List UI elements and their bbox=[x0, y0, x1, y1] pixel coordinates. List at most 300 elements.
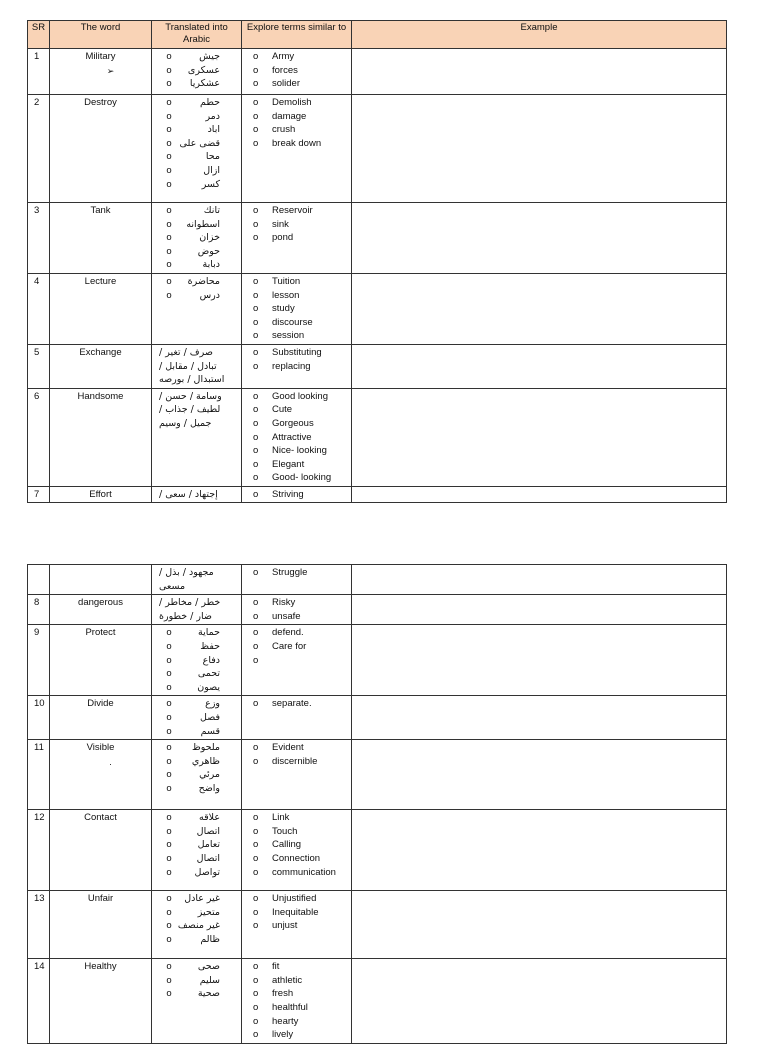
similar-item bbox=[245, 811, 348, 825]
word-cell bbox=[50, 740, 152, 810]
similar-item bbox=[245, 110, 348, 124]
arabic-text: صحى bbox=[197, 961, 220, 973]
similar-cell bbox=[242, 388, 352, 486]
sr-cell: 6 bbox=[28, 388, 50, 486]
arabic-list bbox=[155, 50, 238, 91]
bullet: o bbox=[253, 852, 259, 864]
similar-cell bbox=[242, 891, 352, 959]
arabic-line: مجهود / بذل / bbox=[159, 567, 214, 578]
bullet: o bbox=[166, 920, 172, 932]
bullet: o bbox=[253, 920, 259, 932]
similar-item bbox=[245, 697, 348, 711]
arabic-line: خطر / مخاطر / bbox=[159, 597, 221, 609]
word-cell bbox=[50, 565, 152, 595]
arabic-text: عشكريا bbox=[189, 78, 220, 90]
bullet: o bbox=[253, 137, 259, 149]
similar-term: Gorgeous bbox=[272, 417, 314, 429]
bullet: o bbox=[253, 458, 259, 470]
word-text: Lecture bbox=[84, 275, 117, 287]
similar-cell bbox=[242, 273, 352, 344]
arabic-text: دمر bbox=[205, 110, 220, 122]
bullet: o bbox=[253, 218, 259, 230]
bullet: o bbox=[166, 51, 172, 62]
example-cell bbox=[352, 95, 727, 203]
sr-cell bbox=[28, 565, 50, 595]
bullet: o bbox=[166, 742, 172, 754]
arabic-text: صحية bbox=[197, 988, 220, 1000]
bullet: o bbox=[253, 1001, 259, 1013]
similar-list bbox=[245, 346, 348, 373]
word-text: Military bbox=[85, 51, 116, 62]
bullet: o bbox=[166, 681, 172, 693]
sr-cell: 4 bbox=[28, 273, 50, 344]
arabic-item bbox=[155, 838, 238, 852]
arabic-cell bbox=[152, 959, 242, 1044]
vocabulary-table-page-1 bbox=[27, 20, 727, 503]
similar-item bbox=[245, 137, 348, 151]
bullet: o bbox=[253, 64, 259, 76]
similar-term: Inequitable bbox=[272, 906, 319, 918]
arabic-text: فصل bbox=[200, 711, 220, 723]
similar-term: damage bbox=[272, 110, 307, 122]
similar-item bbox=[245, 471, 348, 485]
similar-item bbox=[245, 1015, 348, 1029]
similar-list bbox=[245, 96, 348, 150]
similar-term: discernible bbox=[272, 755, 318, 767]
similar-term: separate. bbox=[272, 698, 312, 710]
word-cell bbox=[50, 388, 152, 486]
arabic-text: حوض bbox=[197, 245, 220, 257]
similar-cell bbox=[242, 486, 352, 503]
bullet: o bbox=[253, 390, 259, 402]
similar-list bbox=[245, 390, 348, 485]
bullet: o bbox=[253, 893, 259, 905]
similar-term: pond bbox=[272, 232, 294, 244]
similar-term: communication bbox=[272, 866, 336, 878]
similar-item bbox=[245, 654, 348, 668]
similar-term: Care for bbox=[272, 640, 307, 652]
arabic-list bbox=[155, 697, 238, 738]
similar-term: Touch bbox=[272, 825, 298, 837]
similar-item bbox=[245, 838, 348, 852]
similar-list bbox=[245, 566, 348, 580]
word-cell bbox=[50, 959, 152, 1044]
arabic-text: حماية bbox=[198, 627, 220, 639]
similar-list bbox=[245, 596, 348, 623]
similar-item bbox=[245, 403, 348, 417]
arabic-cell bbox=[152, 203, 242, 274]
similar-term: discourse bbox=[272, 316, 313, 328]
similar-item bbox=[245, 960, 348, 974]
arabic-list bbox=[155, 204, 238, 272]
arabic-cell bbox=[152, 344, 242, 388]
sr-cell: 12 bbox=[28, 810, 50, 891]
arabic-line: جميل / وسيم bbox=[159, 417, 212, 429]
arabic-cell bbox=[152, 95, 242, 203]
arabic-text: تواصل bbox=[194, 866, 220, 878]
bullet: o bbox=[166, 137, 172, 149]
example-cell bbox=[352, 810, 727, 891]
arabic-list bbox=[155, 811, 238, 879]
similar-cell bbox=[242, 595, 352, 625]
bullet: o bbox=[253, 597, 259, 609]
word-text: Tank bbox=[90, 205, 111, 216]
similar-list bbox=[245, 488, 348, 502]
similar-item bbox=[245, 329, 348, 343]
similar-item bbox=[245, 444, 348, 458]
arabic-cell bbox=[152, 388, 242, 486]
word-text: Destroy bbox=[84, 97, 117, 108]
arabic-list bbox=[155, 960, 238, 1001]
similar-cell bbox=[242, 810, 352, 891]
sr-cell: 7 bbox=[28, 486, 50, 503]
word-text: Contact bbox=[84, 812, 117, 824]
example-cell bbox=[352, 203, 727, 274]
similar-item bbox=[245, 390, 348, 404]
similar-item bbox=[245, 1001, 348, 1015]
bullet: o bbox=[166, 825, 172, 837]
table-row bbox=[28, 740, 727, 810]
bullet: o bbox=[253, 417, 259, 429]
similar-cell bbox=[242, 740, 352, 810]
bullet: o bbox=[253, 610, 259, 622]
similar-item bbox=[245, 626, 348, 640]
similar-term: Unjustified bbox=[272, 893, 317, 905]
example-cell bbox=[352, 565, 727, 595]
similar-list bbox=[245, 811, 348, 879]
similar-item bbox=[245, 64, 348, 78]
arabic-cell bbox=[152, 740, 242, 810]
bullet: o bbox=[253, 360, 259, 372]
bullet: o bbox=[253, 567, 259, 578]
word-cell bbox=[50, 95, 152, 203]
arabic-cell bbox=[152, 565, 242, 595]
sr-cell: 5 bbox=[28, 344, 50, 388]
similar-list bbox=[245, 204, 348, 245]
similar-item bbox=[245, 919, 348, 933]
similar-term: replacing bbox=[272, 360, 311, 372]
sr-cell: 11 bbox=[28, 740, 50, 810]
arabic-text: دبابة bbox=[202, 259, 220, 271]
similar-term: Connection bbox=[272, 852, 321, 864]
similar-item bbox=[245, 218, 348, 232]
table-row bbox=[28, 810, 727, 891]
similar-item bbox=[245, 360, 348, 374]
similar-term: Struggle bbox=[272, 567, 308, 578]
similar-term: break down bbox=[272, 137, 322, 149]
bullet: o bbox=[253, 316, 259, 328]
similar-item bbox=[245, 974, 348, 988]
word-cell bbox=[50, 344, 152, 388]
similar-item bbox=[245, 852, 348, 866]
arabic-text: محاضرة bbox=[187, 275, 220, 287]
example-cell bbox=[352, 273, 727, 344]
table-row bbox=[28, 595, 727, 625]
arabic-text: غير منصف bbox=[177, 920, 220, 932]
similar-item bbox=[245, 906, 348, 920]
bullet: o bbox=[166, 78, 172, 90]
table-row bbox=[28, 891, 727, 959]
bullet: o bbox=[166, 218, 172, 230]
arabic-line: وسامة / حسن / bbox=[159, 390, 222, 402]
bullet: o bbox=[166, 812, 172, 824]
arabic-list bbox=[155, 741, 238, 795]
bullet: o bbox=[166, 769, 172, 781]
arabic-text: تحمى bbox=[197, 668, 220, 680]
similar-term: Nice- looking bbox=[272, 445, 327, 457]
arabic-text: غير عادل bbox=[184, 893, 220, 905]
similar-item bbox=[245, 204, 348, 218]
word-text: Handsome bbox=[77, 390, 124, 402]
header-sr: SR bbox=[28, 21, 50, 49]
example-cell bbox=[352, 388, 727, 486]
table-body-1 bbox=[28, 49, 727, 503]
arabic-text: دفاع bbox=[202, 654, 220, 666]
arabic-item bbox=[155, 218, 238, 232]
bullet: o bbox=[166, 755, 172, 767]
word-text: Divide bbox=[87, 698, 114, 710]
arabic-text: عسكرى bbox=[187, 64, 220, 76]
arabic-text: ظالم bbox=[200, 933, 220, 945]
bullet: o bbox=[253, 640, 259, 652]
bullet: o bbox=[166, 654, 172, 666]
arabic-text: محا bbox=[205, 151, 220, 163]
arabic-text: واضح bbox=[198, 782, 220, 794]
bullet: o bbox=[166, 627, 172, 639]
arabic-text: ملحوظ bbox=[191, 742, 220, 754]
similar-cell bbox=[242, 959, 352, 1044]
word-text: Unfair bbox=[87, 893, 114, 905]
bullet: o bbox=[253, 97, 259, 108]
table-row bbox=[28, 49, 727, 95]
arabic-text: حفظ bbox=[200, 640, 220, 652]
word-cell bbox=[50, 810, 152, 891]
arabic-text: متحيز bbox=[197, 906, 220, 918]
bullet: o bbox=[253, 825, 259, 837]
bullet: o bbox=[253, 78, 259, 90]
arabic-item bbox=[155, 711, 238, 725]
example-cell bbox=[352, 740, 727, 810]
arabic-item bbox=[155, 906, 238, 920]
bullet: o bbox=[253, 974, 259, 986]
similar-term: Good looking bbox=[272, 390, 328, 402]
arabic-item bbox=[155, 50, 238, 64]
arabic-cell bbox=[152, 273, 242, 344]
similar-term: lively bbox=[272, 1029, 294, 1041]
similar-term: Good- looking bbox=[272, 472, 332, 484]
arabic-item bbox=[155, 825, 238, 839]
arabic-text: درس bbox=[199, 289, 220, 301]
similar-item bbox=[245, 289, 348, 303]
table-row bbox=[28, 625, 727, 696]
arabic-item bbox=[155, 137, 238, 151]
similar-term: session bbox=[272, 330, 305, 342]
bullet: o bbox=[166, 852, 172, 864]
bullet: o bbox=[253, 472, 259, 484]
sr-cell: 9 bbox=[28, 625, 50, 696]
arabic-text: جيش bbox=[199, 51, 220, 62]
table-row bbox=[28, 203, 727, 274]
arabic-item bbox=[155, 204, 238, 218]
word-text: Effort bbox=[89, 488, 112, 500]
arabic-cell bbox=[152, 810, 242, 891]
similar-list bbox=[245, 892, 348, 933]
arabic-item bbox=[155, 892, 238, 906]
similar-term: Substituting bbox=[272, 346, 322, 358]
sr-cell: 14 bbox=[28, 959, 50, 1044]
arabic-text: قضى على bbox=[179, 137, 220, 149]
word-text: Protect bbox=[85, 627, 116, 639]
arabic-line: لطيف / جذاب / bbox=[159, 404, 221, 416]
arabic-item bbox=[155, 681, 238, 695]
bullet: o bbox=[166, 205, 172, 216]
bullet: o bbox=[253, 839, 259, 851]
arabic-line: إجتهاد / سعى / bbox=[159, 488, 218, 500]
similar-term: Reservoir bbox=[272, 205, 313, 216]
bullet: o bbox=[166, 668, 172, 680]
bullet: o bbox=[166, 866, 172, 878]
similar-item bbox=[245, 892, 348, 906]
bullet: o bbox=[253, 275, 259, 287]
sr-cell: 2 bbox=[28, 95, 50, 203]
similar-list bbox=[245, 626, 348, 667]
similar-item bbox=[245, 50, 348, 64]
bullet: o bbox=[253, 431, 259, 443]
bullet: o bbox=[253, 488, 259, 500]
bullet: o bbox=[166, 64, 172, 76]
bullet: o bbox=[166, 782, 172, 794]
bullet: o bbox=[166, 232, 172, 244]
word-text: Healthy bbox=[84, 961, 117, 973]
sr-cell: 8 bbox=[28, 595, 50, 625]
bullet: o bbox=[166, 961, 172, 973]
arabic-text: قسم bbox=[200, 725, 220, 737]
similar-term: Risky bbox=[272, 597, 296, 609]
arabic-item bbox=[155, 725, 238, 739]
arabic-item bbox=[155, 77, 238, 91]
arabic-list bbox=[155, 626, 238, 694]
arabic-item bbox=[155, 245, 238, 259]
table-row bbox=[28, 486, 727, 503]
similar-item bbox=[245, 417, 348, 431]
arabic-line: ضار / خطورة bbox=[159, 610, 212, 622]
arabic-item bbox=[155, 123, 238, 137]
arabic-line: تبادل / مقابل / bbox=[159, 360, 217, 372]
arabic-cell bbox=[152, 49, 242, 95]
table-row bbox=[28, 344, 727, 388]
bullet: o bbox=[166, 893, 172, 905]
similar-item bbox=[245, 316, 348, 330]
similar-cell bbox=[242, 49, 352, 95]
header-word: The word bbox=[50, 21, 152, 49]
similar-item bbox=[245, 431, 348, 445]
arabic-item bbox=[155, 741, 238, 755]
similar-cell bbox=[242, 625, 352, 696]
arabic-cell bbox=[152, 625, 242, 696]
similar-term: crush bbox=[272, 124, 296, 136]
word-text: Exchange bbox=[79, 346, 122, 358]
arabic-text: مرئي bbox=[199, 769, 220, 781]
table-row bbox=[28, 959, 727, 1044]
bullet: o bbox=[166, 245, 172, 257]
similar-list bbox=[245, 741, 348, 768]
bullet: o bbox=[253, 1029, 259, 1041]
word-cell bbox=[50, 891, 152, 959]
similar-term: unsafe bbox=[272, 610, 301, 622]
sr-cell: 1 bbox=[28, 49, 50, 95]
arabic-item bbox=[155, 626, 238, 640]
similar-item bbox=[245, 77, 348, 91]
similar-item bbox=[245, 123, 348, 137]
example-cell bbox=[352, 625, 727, 696]
arabic-cell bbox=[152, 595, 242, 625]
bullet: o bbox=[253, 303, 259, 315]
header-row bbox=[28, 21, 727, 49]
similar-item bbox=[245, 96, 348, 110]
similar-item bbox=[245, 275, 348, 289]
similar-item bbox=[245, 346, 348, 360]
similar-list bbox=[245, 275, 348, 343]
arabic-line: استبدال / بورصه bbox=[159, 374, 225, 386]
bullet: o bbox=[253, 404, 259, 416]
similar-cell bbox=[242, 203, 352, 274]
similar-term: forces bbox=[272, 64, 298, 76]
similar-item bbox=[245, 741, 348, 755]
similar-item bbox=[245, 302, 348, 316]
bullet: o bbox=[166, 164, 172, 176]
arabic-cell bbox=[152, 696, 242, 740]
arabic-item bbox=[155, 768, 238, 782]
similar-term: sink bbox=[272, 218, 289, 230]
similar-term: lesson bbox=[272, 289, 300, 301]
bullet: o bbox=[253, 698, 259, 710]
bullet: o bbox=[166, 725, 172, 737]
similar-cell bbox=[242, 565, 352, 595]
arabic-line: مسعى bbox=[159, 580, 186, 592]
similar-term: athletic bbox=[272, 974, 303, 986]
similar-list bbox=[245, 960, 348, 1042]
similar-term: Attractive bbox=[272, 431, 312, 443]
table-row bbox=[28, 388, 727, 486]
vocabulary-table-page-2 bbox=[27, 564, 727, 1044]
bullet: o bbox=[166, 698, 172, 710]
similar-cell bbox=[242, 696, 352, 740]
similar-term: solider bbox=[272, 78, 300, 90]
arabic-text: ظاهري bbox=[191, 755, 220, 767]
sr-cell: 3 bbox=[28, 203, 50, 274]
arabic-item bbox=[155, 782, 238, 796]
arabic-text: ازال bbox=[203, 164, 220, 176]
arabic-item bbox=[155, 960, 238, 974]
similar-item bbox=[245, 866, 348, 880]
arabic-text: تعامل bbox=[197, 839, 220, 851]
word-mark: ➢ bbox=[106, 65, 115, 76]
bullet: o bbox=[253, 445, 259, 457]
similar-cell bbox=[242, 344, 352, 388]
word-cell bbox=[50, 49, 152, 95]
arabic-list bbox=[155, 275, 238, 302]
arabic-text: يصون bbox=[197, 681, 220, 693]
bullet: o bbox=[166, 259, 172, 271]
example-cell bbox=[352, 344, 727, 388]
similar-item bbox=[245, 458, 348, 472]
arabic-item bbox=[155, 852, 238, 866]
bullet: o bbox=[253, 755, 259, 767]
arabic-item bbox=[155, 919, 238, 933]
sr-cell: 10 bbox=[28, 696, 50, 740]
bullet: o bbox=[166, 110, 172, 122]
arabic-item bbox=[155, 231, 238, 245]
